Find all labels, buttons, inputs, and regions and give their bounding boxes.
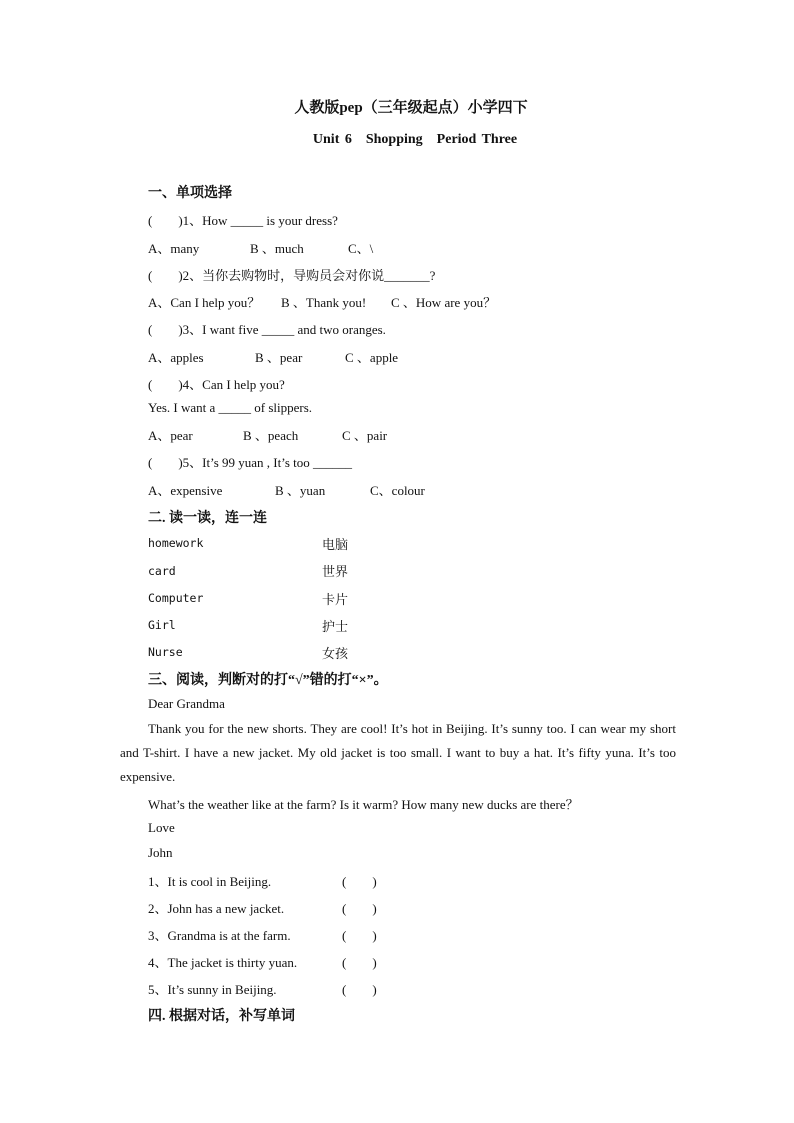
section2-heading: 二. 读一读，连一连 [148, 511, 267, 526]
q4-option-c: C 、pair [342, 428, 388, 443]
match-meaning-5: 女孩 [322, 647, 349, 662]
q3-option-b: B 、pear [255, 350, 303, 365]
worksheet-subtitle: Unit 6 Shopping Period Three [312, 132, 518, 147]
match-meaning-2: 世界 [322, 565, 349, 580]
q4-option-a: A、pear [148, 428, 193, 443]
q3-stem: ( )3、I want five _____ and two oranges. [148, 322, 386, 337]
q4-extra: Yes. I want a _____ of slippers. [148, 400, 313, 415]
letter-greeting: Dear Grandma [148, 696, 225, 711]
q1-option-c: C、\ [348, 241, 374, 256]
section1-heading: 一、单项选择 [148, 186, 232, 201]
q4-stem: ( )4、Can I help you? [148, 377, 285, 392]
letter-paragraph-2: What’s the weather like at the farm? Is it warm? How many new ducks are there？ [148, 797, 579, 812]
judge-item-3: 3、Grandma is at the farm. [148, 928, 291, 943]
section3-heading: 三、阅读，判断对的打“√”错的打“×”。 [148, 673, 388, 688]
match-word-3: Computer [148, 591, 204, 605]
q5-stem: ( )5、It’s 99 yuan , It’s too ______ [148, 455, 353, 470]
q1-stem: ( )1、How _____ is your dress? [148, 213, 338, 228]
judge-item-1: 1、It is cool in Beijing. [148, 874, 272, 889]
q5-option-a: A、expensive [148, 483, 223, 498]
match-meaning-4: 护士 [322, 620, 349, 635]
letter-signature: John [148, 845, 173, 860]
judge-answer-2[interactable]: ( ) [342, 901, 377, 916]
judge-item-2: 2、John has a new jacket. [148, 901, 285, 916]
q4-option-b: B 、peach [243, 428, 299, 443]
judge-answer-3[interactable]: ( ) [342, 928, 377, 943]
q2-stem: ( )2、当你去购物时，导购员会对你说_______? [148, 268, 436, 283]
q2-option-c: C 、How are you？ [391, 295, 497, 310]
q3-option-c: C 、apple [345, 350, 399, 365]
judge-item-4: 4、The jacket is thirty yuan. [148, 955, 298, 970]
judge-item-5: 5、It’s sunny in Beijing. [148, 982, 277, 997]
match-meaning-1: 电脑 [322, 538, 349, 553]
q5-option-b: B 、yuan [275, 483, 326, 498]
match-word-2: card [148, 564, 176, 578]
match-word-4: Girl [148, 618, 176, 632]
judge-answer-5[interactable]: ( ) [342, 982, 377, 997]
section4-heading: 四. 根据对话，补写单词 [148, 1009, 295, 1024]
letter-paragraph-1: Thank you for the new shorts. They are cool! It’s hot in Beijing. It’s sunny too. I can wear my short and T-shirt. I have a new jacket. My old jacket is too small. I want to buy a hat. It’s fifty yuna. It’s too expensive. [120, 721, 676, 784]
judge-answer-4[interactable]: ( ) [342, 955, 377, 970]
letter-closing: Love [148, 820, 175, 835]
worksheet-title: 人教版pep（三年级起点）小学四下 [294, 100, 528, 116]
q5-option-c: C、colour [370, 483, 425, 498]
q1-option-a: A、many [148, 241, 200, 256]
q2-option-a: A、Can I help you？ [148, 295, 261, 310]
q2-option-b: B 、Thank you! [281, 295, 367, 310]
match-word-1: homework [148, 536, 204, 550]
q1-option-b: B 、much [250, 241, 304, 256]
match-word-5: Nurse [148, 645, 183, 659]
judge-answer-1[interactable]: ( ) [342, 874, 377, 889]
q3-option-a: A、apples [148, 350, 204, 365]
match-meaning-3: 卡片 [322, 593, 349, 608]
